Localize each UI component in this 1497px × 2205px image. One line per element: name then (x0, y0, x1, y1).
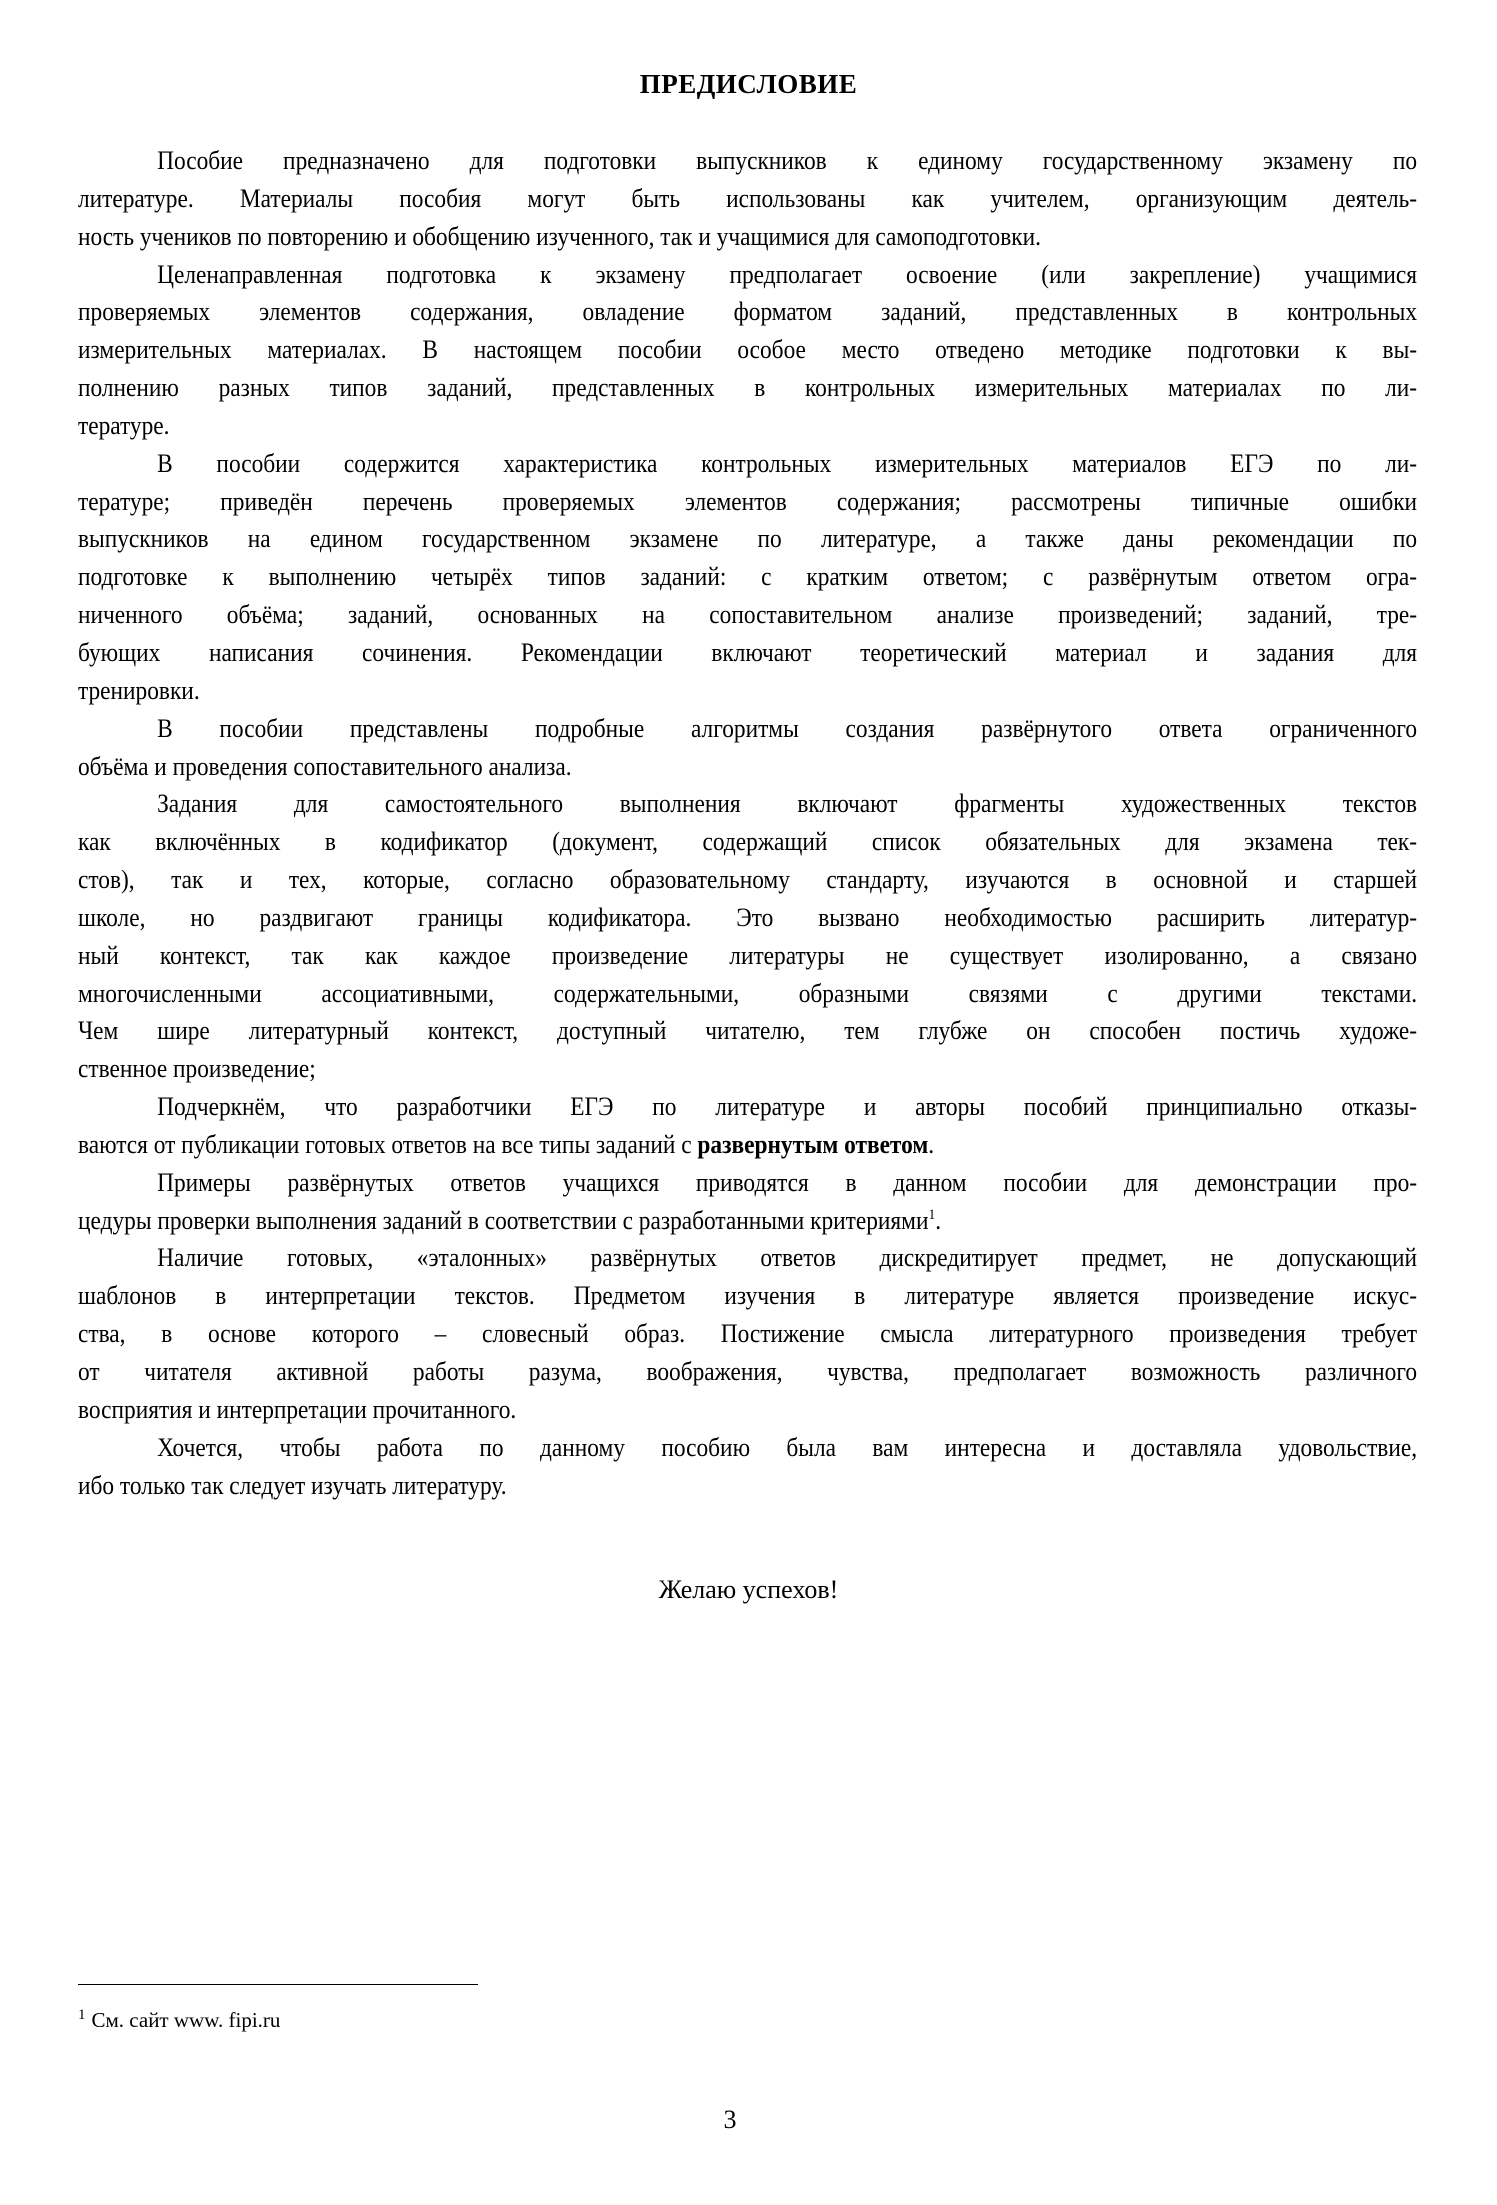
text-line: подготовке к выполнению четырёх типов заданий: с кратким ответом; с развёрнутым ответом огра- (78, 562, 1418, 592)
text-line: цедуры проверки выполнения заданий в соответствии с разработанными критериями$^1$. (78, 1205, 942, 1235)
text-line: Задания для самостоятельного выполнения включают фрагменты художественных текстов (157, 789, 1418, 819)
page-title: ПРЕДИСЛОВИЕ (639, 69, 858, 99)
text-line: от читателя активной работы разума, воображения, чувства, предполагает возможность различного (78, 1357, 1418, 1386)
text-line: Примеры развёрнутых ответов учащихся приводятся в данном пособии для демонстрации про- (157, 1167, 1418, 1197)
footnote-reference[interactable]: 1 (928, 1206, 936, 1223)
text-line: тренировки. (78, 675, 200, 705)
text-line: литературе. Материалы пособия могут быть использованы как учителем, организующим деятель- (78, 183, 1418, 213)
text-line: Чем шире литературный контекст, доступный читателю, тем глубже он способен постичь художе- (78, 1016, 1418, 1046)
closing-line: Желаю успехов! (658, 1575, 839, 1604)
text-line: шаблонов в интерпретации текстов. Предметом изучения в литературе является произведение искус- (78, 1281, 1418, 1311)
text-line: как включённых в кодификатор (документ, содержащий список обязательных для экзамена тек- (78, 827, 1418, 857)
text-line: Подчеркнём, что разработчики ЕГЭ по литературе и авторы пособий принципиально отказы- (157, 1092, 1418, 1122)
text-line: полнению разных типов заданий, представленных в контрольных измерительных материалах по ли- (78, 373, 1418, 403)
text-line: Целенаправленная подготовка к экзамену предполагает освоение (или закрепление) учащимися (157, 259, 1418, 289)
text-line: школе, но раздвигают границы кодификатора. Это вызвано необходимостью расширить литератур- (78, 902, 1418, 932)
text-line: многочисленными ассоциативными, содержательными, образными связями с другими текстами. (78, 978, 1418, 1008)
text-line: бующих написания сочинения. Рекомендации включают теоретический материал и задания для (78, 637, 1418, 667)
text-line: Пособие предназначено для подготовки выпускников к единому государственному экзамену по (157, 146, 1418, 175)
text-line: измерительных материалах. В настоящем пособии особое место отведено методике подготовки к вы- (78, 335, 1418, 365)
footnote (78, 2000, 280, 2035)
text-line: тературе. (78, 410, 170, 440)
text-line: проверяемых элементов содержания, овладение форматом заданий, представленных в контрольных (78, 297, 1418, 327)
text-line: ства, в основе которого – словесный образ. Постижение смысла литературного произведения требует (78, 1319, 1418, 1349)
text-line: Наличие готовых, «эталонных» развёрнутых ответов дискредитирует предмет, не допускающий (157, 1243, 1418, 1273)
footnote-separator (78, 1984, 478, 1985)
footnote-marker: 1 (78, 2007, 86, 2023)
text-line: объёма и проведения сопоставительного анализа. (78, 751, 572, 781)
page-number: 3 (723, 2105, 737, 2134)
text-line: тературе; приведён перечень проверяемых элементов содержания; рассмотрены типичные ошибки (78, 486, 1418, 516)
text-line: стов), так и тех, которые, согласно образовательному стандарту, изучаются в основной и старшей (78, 865, 1418, 895)
bold-emphasis: развернутым ответом (697, 1129, 929, 1159)
text-line: восприятия и интерпретации прочитанного. (78, 1394, 517, 1424)
text-line: В пособии содержится характеристика контрольных измерительных материалов ЕГЭ по ли- (157, 448, 1418, 478)
text-line: выпускников на едином государственном экзамене по литературе, а также даны рекомендации по (78, 524, 1418, 554)
text-line: ственное произведение; (78, 1054, 316, 1084)
text-line: ниченного объёма; заданий, основанных на сопоставительном анализе произведений; заданий, тре- (78, 600, 1418, 630)
text-line: ный контекст, так как каждое произведение литературы не существует изолированно, а связано (78, 940, 1418, 970)
document-body (78, 142, 1417, 1504)
text-line: Хочется, чтобы работа по данному пособию была вам интересна и доставляла удовольствие, (157, 1432, 1418, 1462)
text-line: В пособии представлены подробные алгоритмы создания развёрнутого ответа ограниченного (157, 713, 1418, 743)
footnote-text: См. сайт www. fipi.ru (91, 2008, 281, 2032)
text-line: ваются от публикации готовых ответов на все типы заданий с развернутым ответом. (78, 1129, 935, 1159)
text-line: ность учеников по повторению и обобщению изученного, так и учащимися для самоподготовки. (78, 221, 1041, 251)
text-line: ибо только так следует изучать литературу. (78, 1470, 507, 1500)
